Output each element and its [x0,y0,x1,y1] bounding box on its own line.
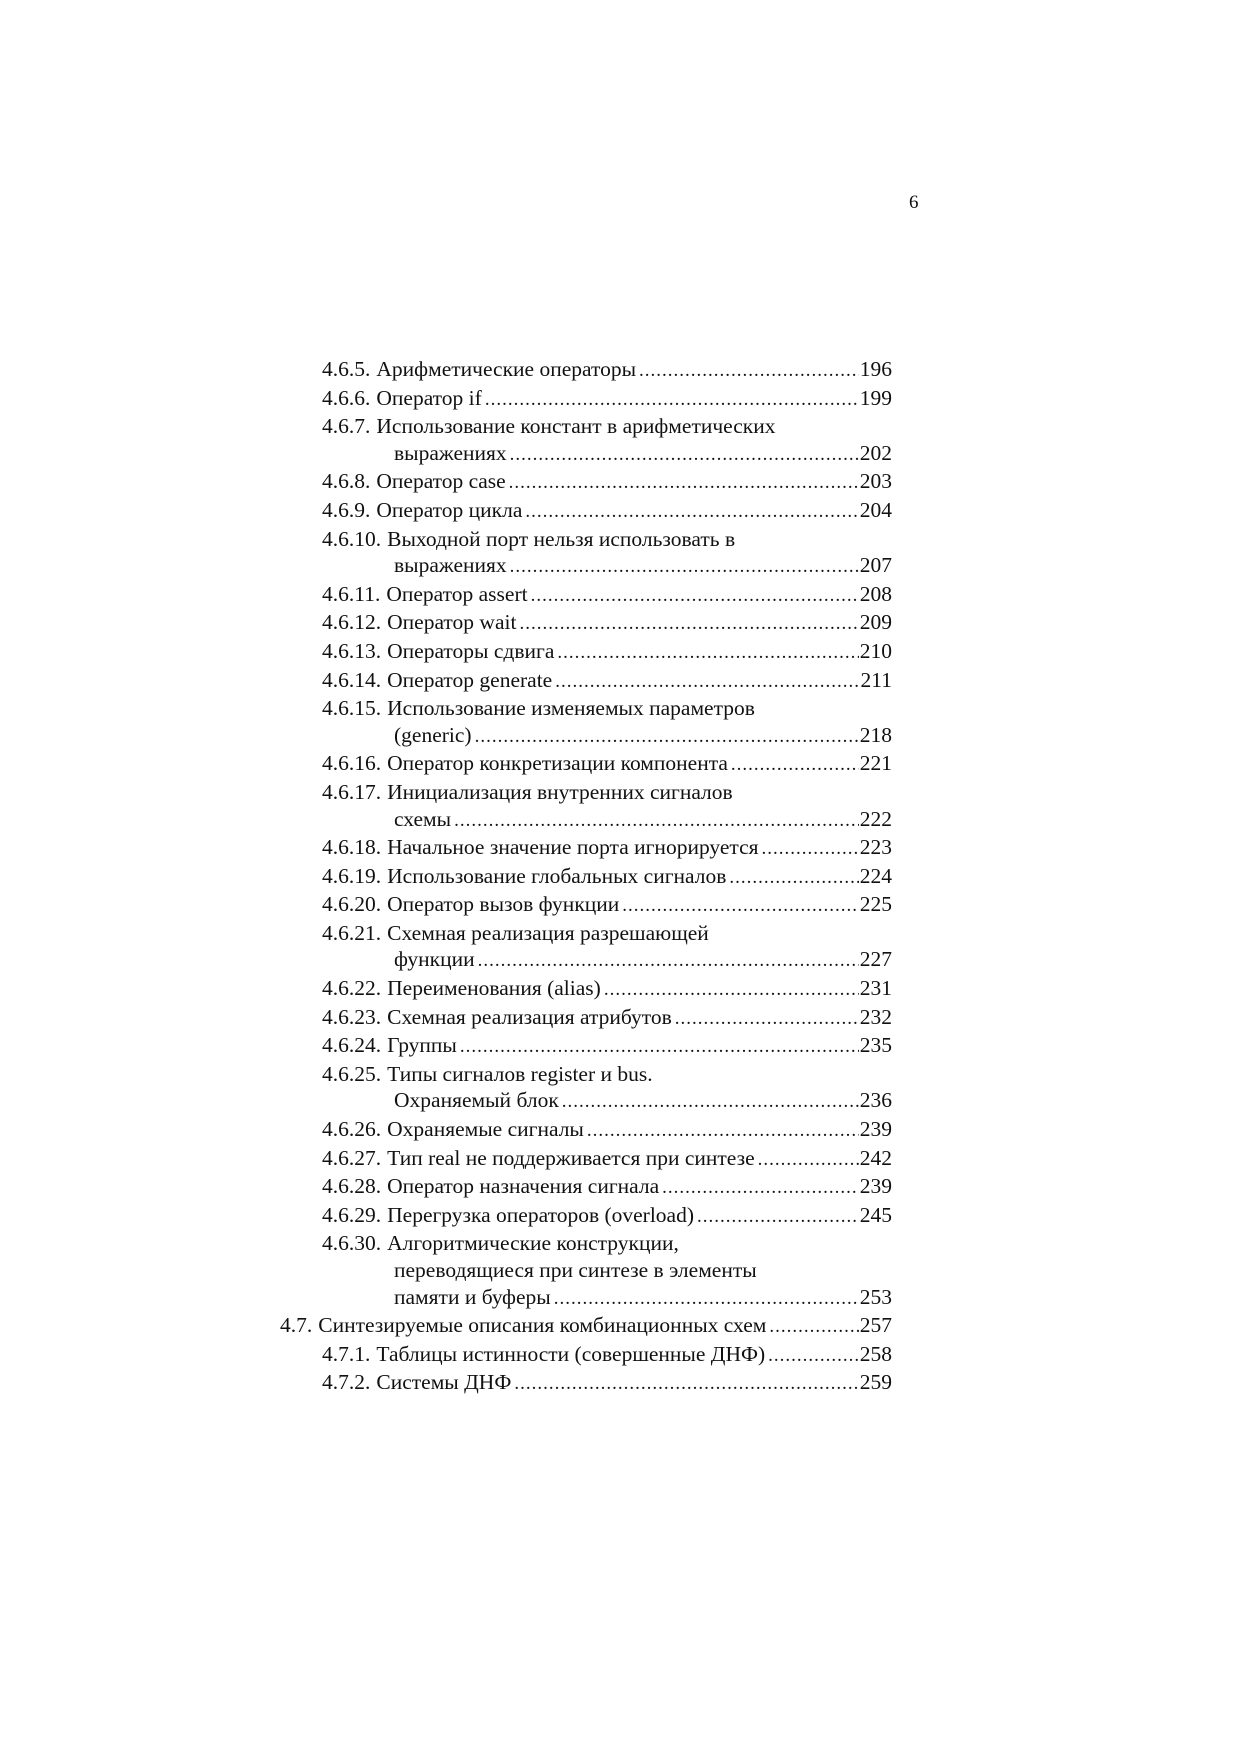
dot-leader [729,865,858,892]
toc-entry [280,975,892,1004]
toc-entry-page: 259 [859,1370,892,1395]
dot-leader [758,1147,859,1174]
toc-entry-number: 4.6.16. [322,751,382,776]
toc-entry-line [280,468,892,497]
toc-entry-number: 4.7. [280,1313,313,1338]
toc-entry-number: 4.6.7. [322,414,371,439]
toc-entry [280,695,892,750]
toc-entry-number: 4.6.25. [322,1061,382,1086]
toc-entry-number: 4.6.11. [322,581,381,606]
toc-entry-title: функции [394,947,475,972]
toc-entry-title: Операторы сдвига [387,638,555,663]
toc-entry-title: (generic) [394,722,472,747]
toc-entry-line [280,1061,892,1088]
toc-entry [280,834,892,863]
toc-entry [280,1145,892,1174]
toc-entry-line [280,1202,892,1231]
dot-leader [555,669,859,696]
toc-entry-page: 199 [859,385,892,410]
toc-entry-title: Оператор цикла [376,497,523,522]
toc-entry-number: 4.6.22. [322,976,382,1001]
toc-entry-line [280,356,892,385]
toc-entry-number: 4.6.27. [322,1145,382,1170]
toc-entry-number: 4.7.1. [322,1341,371,1366]
toc-entry-title: Инициализация внутренних сигналов [387,779,733,804]
toc-entry-line [280,1312,892,1341]
toc-entry-number: 4.6.28. [322,1174,382,1199]
dot-leader [587,1118,859,1145]
toc-entry-title: Типы сигналов register и bus. [387,1061,653,1086]
toc-entry [280,1230,892,1312]
toc-entry-page: 257 [859,1313,892,1338]
toc-entry-continuation [280,1257,892,1284]
toc-entry-number: 4.6.18. [322,835,382,860]
toc-entry [280,1173,892,1202]
toc-entry-page: 227 [859,947,892,972]
toc-entry-title: Оператор конкретизации компонента [387,751,728,776]
dot-leader [554,1286,859,1313]
toc-entry-line [280,834,892,863]
toc-entry-page: 258 [859,1341,892,1366]
toc-entry [280,1312,892,1341]
toc-entry-line [280,1369,892,1398]
toc-entry-page: 245 [859,1202,892,1227]
dot-leader [525,499,858,526]
toc-entry-number: 4.6.8. [322,469,371,494]
toc-entry-line [280,1341,892,1370]
toc-entry-line [280,695,892,722]
toc-entry [280,638,892,667]
toc-entry-continuation [280,946,892,975]
toc-entry-title: Арифметические операторы [376,357,637,381]
toc-entry [280,750,892,779]
toc-entry-number: 4.6.26. [322,1117,382,1142]
toc-entry-title: Оператор generate [387,667,553,692]
toc-entry-line [280,891,892,920]
toc-entry-page: 207 [859,553,892,578]
toc-entry-title: Системы ДНФ [376,1370,512,1395]
toc-entry-title: Алгоритмические конструкции, [387,1231,679,1256]
toc-entry-title: выражениях [394,553,507,578]
toc-entry-page: 209 [859,610,892,635]
toc-entry-line [280,638,892,667]
toc-entry-page: 239 [859,1117,892,1142]
toc-entry-continuation [280,1284,892,1313]
toc-entry-line [280,1173,892,1202]
toc-entry-number: 4.6.15. [322,696,382,721]
toc-entry [280,1061,892,1116]
toc-entry [280,1341,892,1370]
toc-entry-page: 196 [859,357,892,381]
toc-entry-continuation [280,1087,892,1116]
toc-entry-title: Начальное значение порта игнорируется [387,835,759,860]
toc-entry-page: 225 [859,892,892,917]
toc-entry-page: 231 [859,976,892,1001]
toc-entry-page: 203 [859,469,892,494]
toc-entry-line [280,1032,892,1061]
toc-entry-title: Охраняемый блок [394,1088,559,1113]
toc-entry-title: Переименования (alias) [387,976,601,1001]
toc-entry-number: 4.6.23. [322,1004,382,1029]
toc-entry-page: 224 [859,863,892,888]
toc-entry-line [280,385,892,414]
toc-entry-line [280,667,892,696]
toc-entry-title: Схемная реализация разрешающей [387,920,709,945]
dot-leader [697,1204,859,1231]
toc-entry-continuation [280,722,892,751]
toc-entry-line [280,581,892,610]
dot-leader [675,1006,859,1033]
toc-entry-title: Оператор вызов функции [387,892,620,917]
toc-entry-title: переводящиеся при синтезе в элементы [394,1258,757,1282]
toc-entry-number: 4.6.29. [322,1202,382,1227]
toc-entry [280,779,892,834]
dot-leader [557,640,858,667]
toc-entry [280,1202,892,1231]
toc-entry-title: Оператор if [376,385,482,410]
dot-leader [485,387,859,414]
toc-entry-title: Тип real не поддерживается при синтезе [387,1145,755,1170]
toc-entry-title: Оператор assert [386,581,528,606]
toc-entry [280,356,892,385]
toc-entry-page: 211 [860,667,892,692]
toc-entry-number: 4.6.12. [322,610,382,635]
toc-entry-line [280,975,892,1004]
toc-entry-title: схемы [394,806,452,831]
toc-entry-page: 232 [859,1004,892,1029]
toc-entry-continuation [280,806,892,835]
toc-entry-number: 4.6.17. [322,779,382,804]
toc-entry [280,863,892,892]
toc-entry-continuation [280,440,892,469]
toc-entry-page: 239 [859,1174,892,1199]
toc-entry [280,667,892,696]
toc-entry-title: Использование констант в арифметических [376,414,776,439]
dot-leader [519,611,858,638]
toc-entry-line [280,497,892,526]
toc-entry-title: Синтезируемые описания комбинационных схем [318,1313,767,1338]
toc-entry-page: 223 [859,835,892,860]
toc-entry-line [280,1145,892,1174]
toc-entry-page: 236 [859,1088,892,1113]
toc-entry-title: Схемная реализация атрибутов [387,1004,672,1029]
toc-entry-title: памяти и буферы [394,1284,551,1309]
toc-entry-number: 4.6.30. [322,1231,382,1256]
toc-entry-line [280,779,892,806]
dot-leader [509,470,859,497]
toc-entry [280,385,892,414]
toc-entry-title: Группы [387,1033,457,1058]
toc-entry-number: 4.6.21. [322,920,382,945]
toc-entry-title: Перегрузка операторов (overload) [387,1202,695,1227]
toc-entry-title: Использование глобальных сигналов [387,863,727,888]
toc-entry-number: 4.6.10. [322,526,382,551]
dot-leader [531,583,859,610]
toc-entry-line [280,526,892,553]
toc-entry-title: Оператор назначения сигнала [387,1174,660,1199]
dot-leader [514,1371,858,1398]
dot-leader [762,836,859,863]
dot-leader [622,893,858,920]
toc-entry-number: 4.6.9. [322,497,371,522]
toc-entry [280,891,892,920]
dot-leader [562,1089,859,1116]
toc-entry-page: 202 [859,440,892,465]
toc-entry [280,1369,892,1398]
toc-entry-line [280,413,892,440]
toc-entry-line [280,1004,892,1033]
toc-entry-line [280,1230,892,1257]
dot-leader [510,554,859,581]
toc-entry-line [280,750,892,779]
toc-entry-number: 4.6.6. [322,385,371,410]
toc-entry-page: 218 [859,722,892,747]
toc-entry-page: 204 [859,497,892,522]
table-of-contents [280,356,892,1398]
toc-entry-number: 4.6.13. [322,638,382,663]
toc-entry-number: 4.6.19. [322,863,382,888]
toc-entry-page: 210 [859,638,892,663]
toc-entry-page: 222 [859,806,892,831]
toc-entry-title: Оператор case [376,469,506,494]
toc-entry [280,413,892,468]
toc-entry [280,581,892,610]
toc-entry-page: 253 [859,1284,892,1309]
toc-entry-title: Оператор wait [387,610,517,635]
toc-entry-number: 4.7.2. [322,1370,371,1395]
toc-entry [280,1032,892,1061]
toc-entry-line [280,1116,892,1145]
dot-leader [639,358,859,385]
dot-leader [731,752,859,779]
toc-entry [280,920,892,975]
toc-entry-title: Таблицы истинности (совершенные ДНФ) [376,1341,766,1366]
toc-entry-number: 4.6.24. [322,1033,382,1058]
dot-leader [460,1034,859,1061]
toc-entry-page: 242 [859,1145,892,1170]
dot-leader [478,948,859,975]
toc-entry-continuation [280,552,892,581]
toc-entry-number: 4.6.5. [322,357,371,381]
toc-entry-title: выражениях [394,440,507,465]
toc-entry-title: Охраняемые сигналы [387,1117,584,1142]
toc-entry-page: 221 [859,751,892,776]
toc-entry [280,468,892,497]
toc-entry-title: Выходной порт нельзя использовать в [387,526,736,551]
toc-entry [280,1004,892,1033]
toc-entry-number: 4.6.14. [322,667,382,692]
toc-entry-title: Использование изменяемых параметров [387,696,755,721]
toc-entry-page: 208 [859,581,892,606]
toc-entry-line [280,920,892,947]
dot-leader [510,442,859,469]
dot-leader [454,808,859,835]
dot-leader [475,724,859,751]
toc-entry [280,1116,892,1145]
toc-entry [280,526,892,581]
toc-entry-number: 4.6.20. [322,892,382,917]
toc-entry [280,609,892,638]
dot-leader [769,1314,858,1341]
toc-entry-page: 235 [859,1033,892,1058]
toc-entry-line [280,609,892,638]
dot-leader [604,977,859,1004]
toc-entry-line [280,863,892,892]
page-number: 6 [909,192,919,213]
toc-entry [280,497,892,526]
dot-leader [662,1175,859,1202]
dot-leader [768,1343,859,1370]
